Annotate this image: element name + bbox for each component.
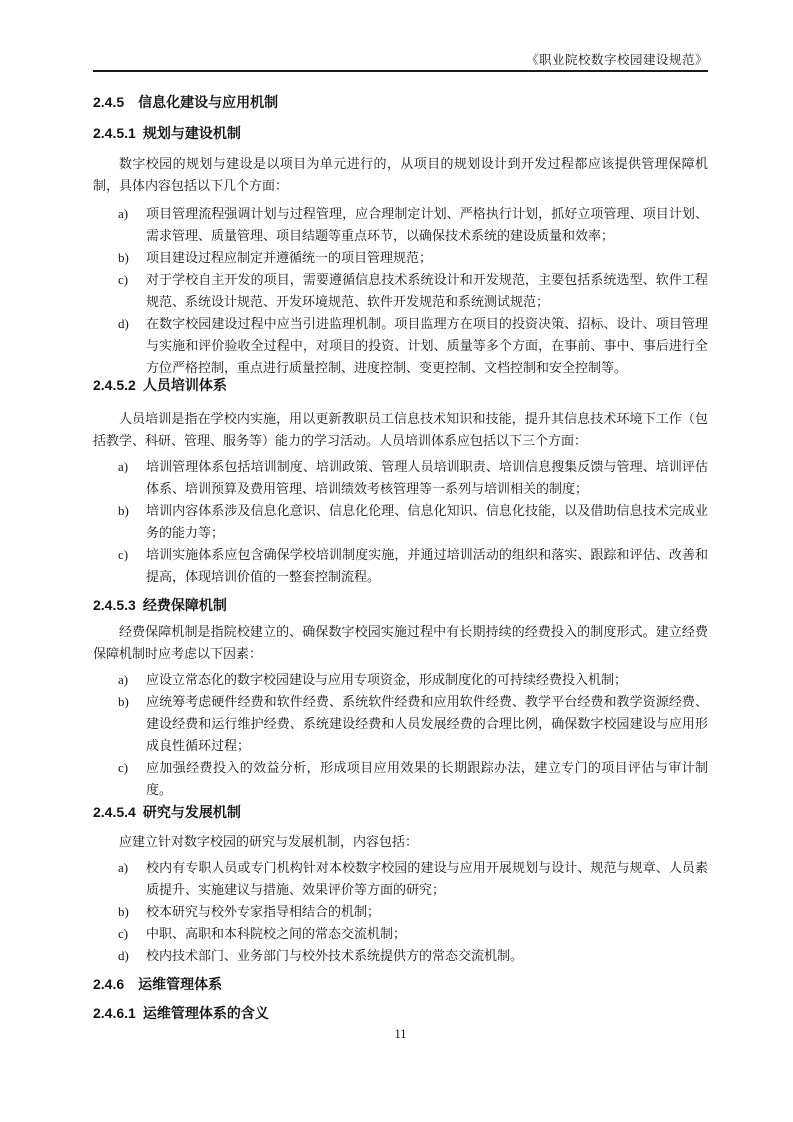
list-item-label: b) [118, 250, 129, 265]
list-item-label: b) [118, 694, 129, 709]
heading-2-4-5-4 [93, 803, 708, 821]
heading-number: 2.4.5.3 [93, 597, 136, 613]
list-item-label: b) [118, 503, 129, 518]
heading-number: 2.4.5.4 [93, 804, 136, 820]
list-item [93, 691, 708, 757]
list-item [93, 544, 708, 588]
heading-2-4-5 [93, 93, 708, 111]
heading-title: 经费保障机制 [142, 597, 227, 613]
heading-number: 2.4.5 [93, 94, 125, 110]
heading-number: 2.4.5.1 [93, 125, 136, 141]
list-item-label: c) [118, 760, 129, 775]
list-item-label: c) [118, 547, 129, 562]
heading-title: 信息化建设与应用机制 [138, 94, 279, 110]
heading-title: 运维管理体系的含义 [142, 1005, 269, 1021]
list-2-4-5-3 [93, 669, 708, 801]
header-divider [93, 70, 708, 72]
paragraph-2-4-5-1-intro: 数字校园的规划与建设是以项目为单元进行的，从项目的规划设计到开发过程都应该提供管理保障机制，具体内容包括以下几个方面： [93, 156, 708, 193]
list-item-text: 中职、高职和本科院校之间的常态交流机制； [146, 926, 407, 941]
list-item [93, 313, 708, 379]
list-item-text: 应设立常态化的数字校园建设与应用专项资金，形成制度化的可持续经费投入机制； [146, 672, 628, 687]
list-item-label: a) [118, 860, 129, 875]
list-item-text: 对于学校自主开发的项目，需要遵循信息技术系统设计和开发规范，主要包括系统选型、软件工程规范、系统设计规范、开发环境规范、软件开发规范和系统测试规范； [146, 272, 708, 309]
list-item-text: 在数字校园建设过程中应当引进监理机制。项目监理方在项目的投资决策、招标、设计、项目管理与实施和评价验收全过程中，对项目的投资、计划、质量等多个方面，在事前、事中、事后进行全方位严格控制，重点进行质量控制、进度控制、变更控制、文档控制和安全控制等。 [146, 316, 708, 375]
heading-2-4-6-1 [93, 1004, 708, 1022]
list-item-text: 校内有专职人员或专门机构针对本校数字校园的建设与应用开展规划与设计、规范与规章、人员素质提升、实施建议与措施、效果评价等方面的研究； [146, 860, 708, 897]
list-2-4-5-4 [93, 857, 708, 967]
heading-2-4-6 [93, 975, 708, 993]
list-item-text: 培训内容体系涉及信息化意识、信息化伦理、信息化知识、信息化技能，以及借助信息技术完成业务的能力等； [146, 503, 708, 540]
heading-2-4-5-1 [93, 124, 708, 142]
list-item-text: 项目管理流程强调计划与过程管理，应合理制定计划、严格执行计划，抓好立项管理、项目计划、需求管理、质量管理、项目结题等重点环节，以确保技术系统的建设质量和效率； [146, 206, 708, 243]
heading-title: 规划与建设机制 [142, 125, 241, 141]
list-item-text: 应统筹考虑硬件经费和软件经费、系统软件经费和应用软件经费、教学平台经费和教学资源经费、建设经费和运行维护经费、系统建设经费和人员发展经费的合理比例，确保数字校园建设与应用形成良性循环过程； [146, 694, 708, 753]
list-item [93, 945, 708, 967]
list-item [93, 901, 708, 923]
list-item [93, 500, 708, 544]
page-number: 11 [394, 1027, 407, 1041]
heading-title: 研究与发展机制 [142, 804, 241, 820]
heading-number: 2.4.6 [93, 976, 125, 992]
list-item-text: 培训实施体系应包含确保学校培训制度实施，并通过培训活动的组织和落实、跟踪和评估、改善和提高，体现培训价值的一整套控制流程。 [146, 547, 708, 584]
list-item-text: 校内技术部门、业务部门与校外技术系统提供方的常态交流机制。 [146, 948, 524, 963]
paragraph-2-4-5-3-intro: 经费保障机制是指院校建立的、确保数字校园实施过程中有长期持续的经费投入的制度形式。建立经费保障机制时应考虑以下因素： [93, 624, 708, 661]
heading-number: 2.4.6.1 [93, 1005, 136, 1021]
list-item [93, 269, 708, 313]
list-item-label: d) [118, 948, 129, 963]
list-2-4-5-1 [93, 203, 708, 379]
list-item-label: c) [118, 272, 129, 287]
list-item [93, 857, 708, 901]
heading-title: 人员培训体系 [142, 377, 227, 393]
list-item-text: 应加强经费投入的效益分析，形成项目应用效果的长期跟踪办法，建立专门的项目评估与审计制度。 [146, 760, 708, 797]
heading-2-4-5-2 [93, 376, 708, 394]
list-item-label: c) [118, 926, 129, 941]
heading-title: 运维管理体系 [138, 976, 223, 992]
list-item [93, 247, 708, 269]
list-item-label: a) [118, 672, 129, 687]
list-item [93, 923, 708, 945]
list-item-text: 培训管理体系包括培训制度、培训政策、管理人员培训职责、培训信息搜集反馈与管理、培训评估体系、培训预算及费用管理、培训绩效考核管理等一系列与培训相关的制度； [146, 459, 708, 496]
list-item-label: a) [118, 459, 129, 474]
list-item [93, 669, 708, 691]
list-2-4-5-2 [93, 456, 708, 588]
paragraph-2-4-5-2-intro: 人员培训是指在学校内实施，用以更新教职员工信息技术知识和技能，提升其信息技术环境下工作（包括教学、科研、管理、服务等）能力的学习活动。人员培训体系应包括以下三个方面： [93, 411, 708, 448]
heading-number: 2.4.5.2 [93, 377, 136, 393]
running-header-title: 《职业院校数字校园建设规范》 [525, 53, 708, 67]
list-item-label: b) [118, 904, 129, 919]
list-item [93, 203, 708, 247]
heading-2-4-5-3 [93, 596, 708, 614]
list-item-text: 校本研究与校外专家指导相结合的机制； [146, 904, 381, 919]
list-item-text: 项目建设过程应制定并遵循统一的项目管理规范； [146, 250, 433, 265]
list-item [93, 757, 708, 801]
paragraph-2-4-5-4-intro: 应建立针对数字校园的研究与发展机制，内容包括： [119, 834, 419, 849]
list-item-label: d) [118, 316, 129, 331]
list-item-label: a) [118, 206, 129, 221]
list-item [93, 456, 708, 500]
